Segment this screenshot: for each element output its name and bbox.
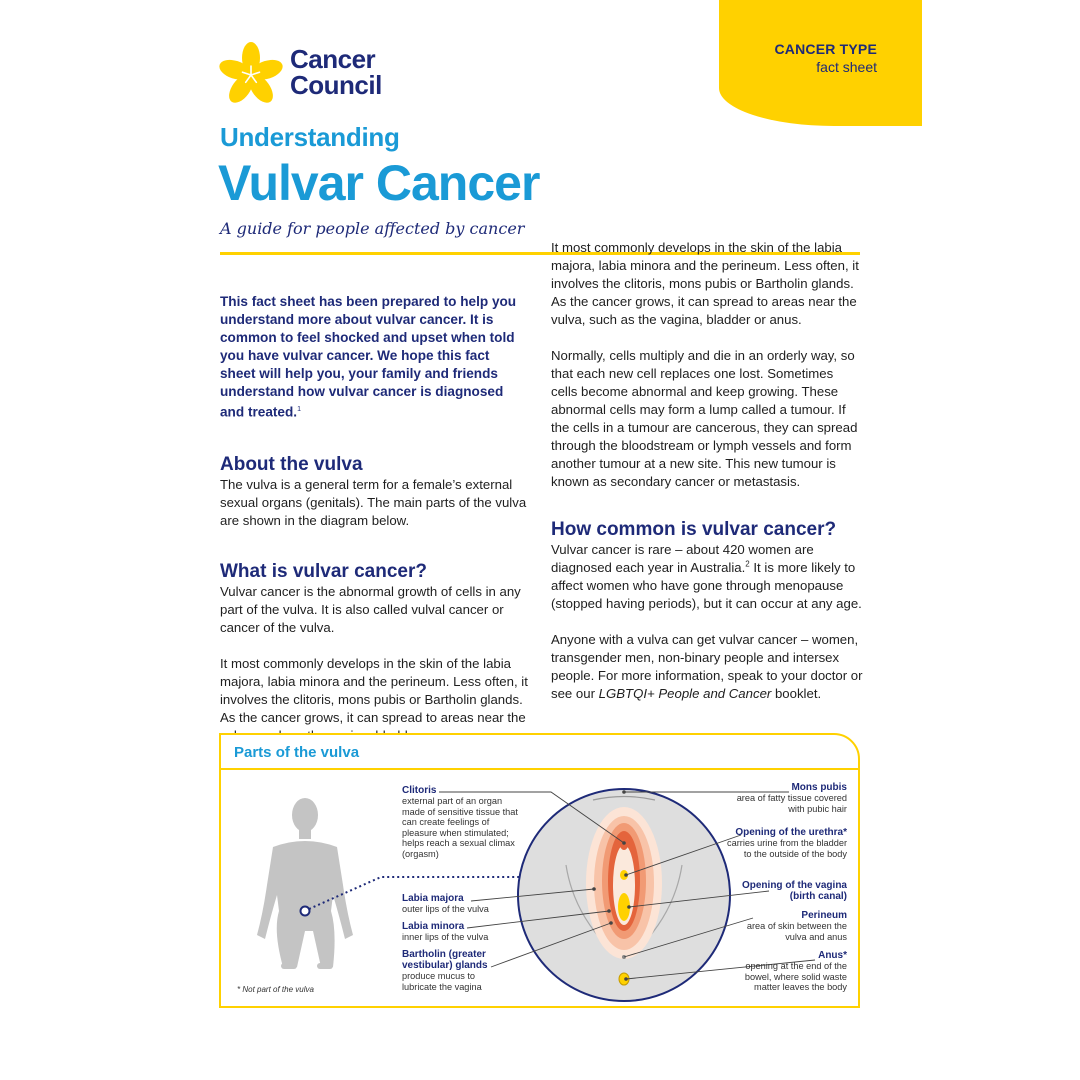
label-perineum: Perineum area of skin between the vulva and anus	[746, 910, 847, 942]
body-silhouette	[257, 798, 353, 969]
badge-subtitle: fact sheet	[816, 59, 877, 75]
label-vagina-opening: Opening of the vagina (birth canal)	[741, 880, 847, 902]
cancer-council-logo	[218, 42, 398, 108]
fact-sheet-badge	[719, 0, 922, 126]
parts-of-vulva-panel	[219, 733, 860, 1008]
common-heading: How common is vulvar cancer?	[551, 519, 837, 540]
common-paragraph-2: Anyone with a vulva can get vulvar cancer – women, transgender men, non-binary people and intersex people. For more information, speak to your doctor or see our LGBTQI+ People and Cancer booklet.	[551, 632, 863, 701]
what-heading: What is vulvar cancer?	[220, 560, 427, 582]
badge-title: CANCER TYPE	[774, 41, 877, 57]
left-column	[220, 293, 528, 727]
label-mons-pubis: Mons pubis area of fatty tissue covered with pubic hair	[736, 782, 847, 814]
booklet-title: LGBTQI+ People and Cancer	[598, 686, 772, 701]
what-paragraph-3: Normally, cells multiply and die in an orderly way, so that each new cell replaces one lost. Sometimes cells become abnormal and keep growing. These abnormal cells may form a lump called a tumour. If the cells in a tumour are cancerous, they can spread through the bloodstream or lymph vessels and form another tumour at a new site. This new tumour is known as secondary cancer or metastasis.	[551, 348, 858, 489]
what-paragraph-1: Vulvar cancer is the abnormal growth of cells in any part of the vulva. It is also called vulval cancer or cancer of the vulva.	[220, 583, 521, 635]
right-column	[551, 240, 863, 721]
diagram-footnote: * Not part of the vulva	[237, 985, 314, 994]
what-paragraph-2-continued: It most commonly develops in the skin of the labia majora, labia minora and the perineum. Less often, it involves the clitoris, mons pubis or Bartholin glands. As the cancer grows, it can spread to areas near the vulva, such as the vagina, bladder or anus.	[551, 240, 859, 327]
label-bartholin-glands: Bartholin (greater vestibular) glands produce mucus to lubricate the vagina	[402, 949, 488, 992]
intro-paragraph: This fact sheet has been prepared to help you understand more about vulvar cancer. It is common to feel shocked and upset when told you have vulvar cancer. We hope this fact sheet will help you, your family and friends understand how vulvar cancer is diagnosed and treated.$^1$	[220, 294, 517, 420]
location-marker-icon	[301, 907, 310, 916]
logo-wordmark: Cancer Council	[290, 44, 382, 100]
about-body: The vulva is a general term for a female’s external sexual organs (genitals). The main parts of the vulva are shown in the diagram below.	[220, 476, 527, 528]
about-heading: About the vulva	[220, 453, 363, 475]
label-labia-minora: Labia minora inner lips of the vulva	[402, 921, 489, 942]
page-kicker: Understanding	[220, 122, 400, 152]
what-paragraph-2: It most commonly develops in the skin of the labia majora, labia minora and the perineum. Less often, it involves the clitoris, mons pubis or Bartholin glands. As the cancer grows, it can spread to areas near the	[220, 655, 528, 725]
label-urethra: Opening of the urethra* carries urine from the bladder to the outside of the body	[727, 827, 848, 859]
page-subtitle: A guide for people affected by cancer	[220, 219, 525, 238]
diagram-title: Parts of the vulva	[234, 744, 360, 761]
page-title: Vulvar Cancer	[218, 155, 540, 211]
common-paragraph-1: Vulvar cancer is rare – about 420 women are diagnosed each year in Australia.$^2$ It is more likely to affect women who have gone through menopause (stopped having periods), but it can occur at any age.	[551, 542, 862, 611]
label-clitoris: Clitoris external part of an organ made of sensitive tissue that can create feelings of pleasure when stimulated; helps reach a sexual climax (orgasm)	[402, 785, 518, 859]
label-anus: Anus* opening at the end of the bowel, where solid waste matter leaves the body	[744, 950, 847, 993]
label-labia-majora: Labia majora outer lips of the vulva	[402, 893, 489, 914]
daffodil-icon	[218, 42, 284, 108]
